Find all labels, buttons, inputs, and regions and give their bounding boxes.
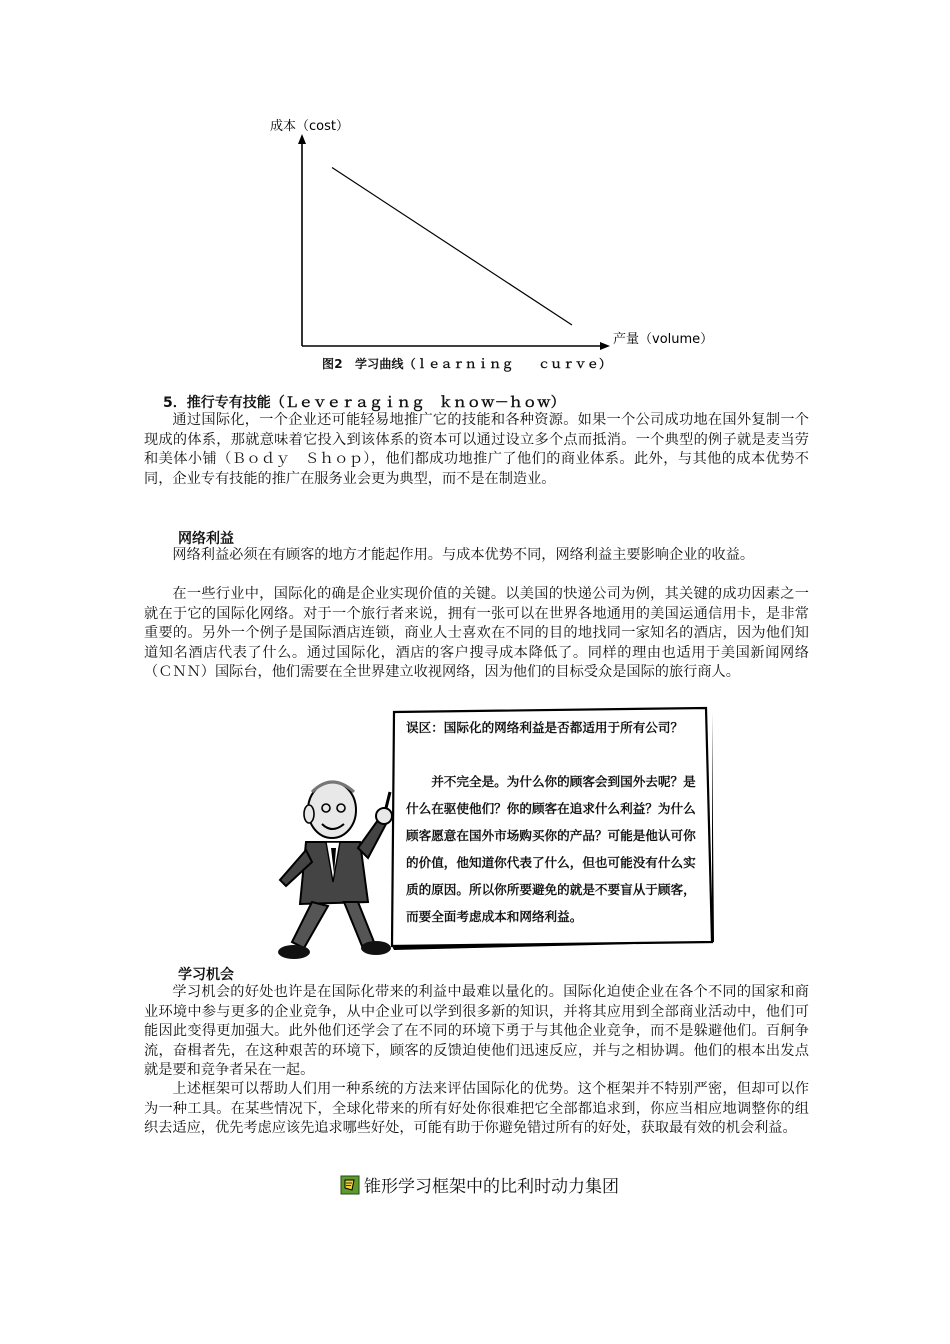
paragraph-leveraging: 通过国际化，一个企业还可能轻易地推广它的技能和各种资源。如果一个公司成功地在国外复制一个现成的体系，那就意味着它投入到该体系的资本可以通过设立多个点而抵消。一个典型的例子就是麦当劳和美体小铺（Ｂｏｄｙ Ｓｈｏｐ），他们都成功地推广了他们的商业体系。此外，与其他的成本优势不同，企业专有技能的推广在服务业会更为典型，而不是在制造业。 [144,412,809,487]
callout-answer: 并不完全是。为什么你的顾客会到国外去呢？是什么在驱使他们？你的顾客在追求什么利益？为什么顾客愿意在国外市场购买你的产品？可能是他认可你的价值，他知道你代表了什么，但也可能没有什么实质的原因。所以你所要避免的就是不要盲从于顾客，而要全面考虑成本和网络利益。 [406,774,696,924]
businessman-illustration [264,762,404,972]
next-section-banner [340,1172,619,1197]
section-heading-learning: 学习机会 [178,967,234,983]
paragraph-network-2: 在一些行业中，国际化的确是企业实现价值的关键。以美国的快递公司为例，其关键的成功因素之一就在于它的国际化网络。对于一个旅行者来说，拥有一张可以在世界各地通用的美国运通信用卡，是非常重要的。另外一个例子是国际酒店连锁，商业人士喜欢在不同的目的地找同一家知名的酒店，因为他们知道知名酒店代表了什么。通过国际化，酒店的客户搜寻成本降低了。同样的理由也适用于美国新闻网络（ＣＮＮ）国际台，他们需要在全世界建立收视网络，因为他们的目标受众是国际的旅行商人。 [144,586,809,680]
y-axis-arrow [298,134,306,144]
section-heading-leveraging: 5．推行专有技能（Ｌｅｖｅｒａｇｉｎｇ ｋｎｏｗ－ｈｏｗ） [163,395,565,411]
paragraph-learning-2: 上述框架可以帮助人们用一种系统的方法来评估国际化的优势。这个框架并不特别严密，但却可以作为一种工具。在某些情况下，全球化带来的所有好处你很难把它全部都追求到，你应当相应地调整你的组织去适应，优先考虑应该先追求哪些好处，可能有助于你避免错过所有的好处，获取最有效的机会利益。 [144,1081,809,1136]
next-section-title: 锥形学习框架中的比利时动力集团 [364,1177,619,1197]
figure-caption: 图2 学习曲线（ｌｅａｒｎｉｎｇ ｃｕｒｖｅ） [322,357,612,371]
paragraph-network-1: 网络利益必须在有顾客的地方才能起作用。与成本优势不同，网络利益主要影响企业的收益。 [172,547,755,563]
x-axis-label: 产量（volume） [613,332,714,347]
learning-curve-line [332,168,572,326]
callout-question: 误区：国际化的网络利益是否都适用于所有公司？ [406,720,684,735]
y-axis-label: 成本（cost） [270,119,349,134]
note-icon [340,1175,360,1195]
learning-curve-chart [260,110,730,360]
x-axis-arrow [600,342,610,350]
section-heading-network: 网络利益 [178,531,234,547]
paragraph-learning-1: 学习机会的好处也许是在国际化带来的利益中最难以量化的。国际化迫使企业在各个不同的国家和商业环境中参与更多的企业竞争，从中企业可以学到很多新的知识，并将其应用到全部商业活动中，他们可能因此变得更加强大。此外他们还学会了在不同的环境下勇于与其他企业竞争，而不是躲避他们。百舸争流，奋楫者先，在这种艰苦的环境下，顾客的反馈迫使他们迅速反应，并与之相协调。他们的根本出发点就是要和竞争者呆在一起。 [144,984,809,1078]
